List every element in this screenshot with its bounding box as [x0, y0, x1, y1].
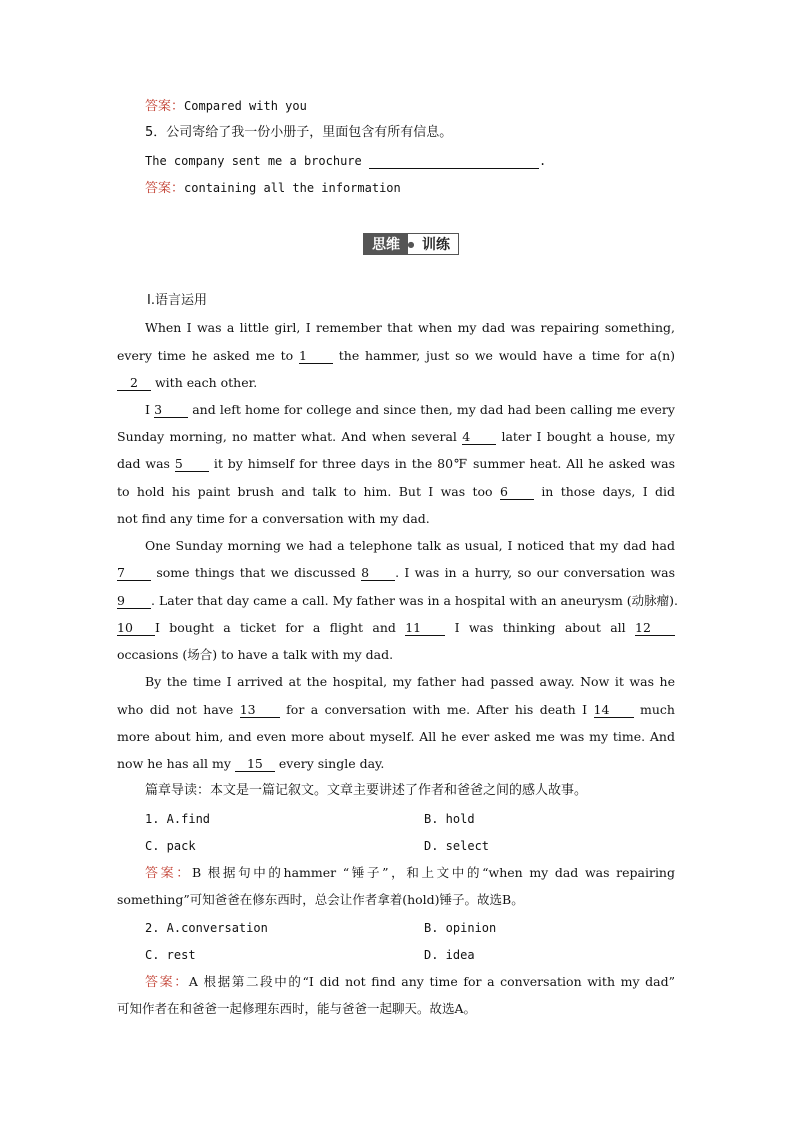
blank-2[interactable]: 2 — [117, 376, 151, 391]
badge-left: 思维 — [364, 234, 408, 254]
passage-line: 2 with each other. — [117, 375, 257, 391]
blank-9[interactable]: 9 — [117, 594, 151, 609]
q2-option-d[interactable]: D. idea — [424, 948, 475, 962]
q2-option-a[interactable]: 2. A.conversation — [145, 921, 268, 935]
question-5-end: . — [538, 154, 547, 168]
passage-line: By the time I arrived at the hospital, my father had passed away. Now it was he — [145, 674, 675, 689]
q2-answer — [145, 974, 675, 991]
passage-line: I 3 and left home for college and since then, my dad had been calling me every — [145, 402, 675, 417]
question-5-english — [145, 153, 546, 169]
passage-line: to hold his paint brush and talk to him. But I was too 6 in those days, I did — [117, 484, 676, 499]
blank-12[interactable]: 12 — [635, 621, 675, 636]
q1-answer — [145, 865, 675, 882]
passage-line: Sunday morning, no matter what. And when several 4 later I bought a house, my — [117, 429, 675, 444]
answer-label: 答案： — [145, 975, 189, 990]
blank-4[interactable]: 4 — [462, 430, 496, 445]
blank-1[interactable]: 1 — [299, 349, 333, 364]
passage-guide: 篇章导读：本文是一篇记叙文。文章主要讲述了作者和爸爸之间的感人故事。 — [145, 783, 588, 798]
passage-line: One Sunday morning we had a telephone talk as usual, I noticed that my dad had — [145, 538, 675, 553]
passage-line: 7 some things that we discussed 8 . I was in a hurry, so our conversation was — [117, 565, 676, 580]
q2-option-b[interactable]: B. opinion — [424, 921, 497, 935]
answer-label: 答案： — [145, 99, 185, 114]
passage-line: every time he asked me to 1 the hammer, just so we would have a time for a(n) — [117, 348, 675, 363]
answer-text: containing all the information — [184, 181, 401, 195]
blank-8[interactable]: 8 — [361, 566, 395, 581]
answer-label: 答案： — [145, 181, 185, 196]
passage-line: dad was 5 it by himself for three days in the 80℉ summer heat. All he asked was — [117, 456, 675, 471]
blank-7[interactable]: 7 — [117, 566, 151, 581]
q1-option-c[interactable]: C. pack — [145, 839, 196, 853]
section-badge — [363, 233, 459, 255]
badge-dot-icon: ● — [407, 239, 415, 249]
q1-option-a[interactable]: 1. A.find — [145, 812, 211, 826]
q1-option-b[interactable]: B. hold — [424, 812, 475, 826]
badge-right: 训练 — [414, 234, 458, 254]
answer-5 — [145, 180, 401, 197]
answer-label: 答案： — [145, 866, 192, 881]
passage-line: 10 I bought a ticket for a flight and 11 I was thinking about all 12 — [117, 620, 675, 636]
q1-option-d[interactable]: D. select — [424, 839, 490, 853]
passage-line: now he has all my 15 every single day. — [117, 756, 385, 771]
q2-answer-cont: 可知作者在和爸爸一起修理东西时，能与爸爸一起聊天。故选A。 — [117, 1001, 477, 1016]
blank-11[interactable]: 11 — [405, 621, 445, 636]
passage-line: not find any time for a conversation with my dad. — [117, 511, 430, 526]
passage-line: 9 . Later that day came a call. My father was in a hospital with an aneurysm (动脉瘤). — [117, 593, 679, 608]
blank-14[interactable]: 14 — [594, 703, 634, 718]
question-5-text: The company sent me a brochure — [145, 154, 362, 168]
blank-3[interactable]: 3 — [154, 403, 188, 418]
section-title: Ⅰ.语言运用 — [147, 293, 207, 308]
q2-option-c[interactable]: C. rest — [145, 948, 196, 962]
passage-line: occasions (场合) to have a talk with my dad. — [117, 647, 394, 662]
question-5-chinese: 5．公司寄给了我一份小册子，里面包含有所有信息。 — [145, 125, 453, 140]
answer-text: Compared with you — [184, 99, 307, 113]
answer-blank[interactable] — [369, 154, 539, 169]
answer-text: B 根据句中的hammer “锤子”，和上文中的“when my dad was repairing — [191, 865, 675, 880]
blank-6[interactable]: 6 — [500, 485, 534, 500]
answer-4 — [145, 98, 307, 115]
blank-10[interactable]: 10 — [117, 621, 155, 636]
blank-5[interactable]: 5 — [175, 457, 209, 472]
q1-answer-cont: something”可知爸爸在修东西时，总会让作者拿着(hold)锤子。故选B。 — [117, 892, 524, 907]
blank-15[interactable]: 15 — [235, 757, 275, 772]
passage-line: more about him, and even more about myself. All he ever asked me was my time. And — [117, 729, 675, 744]
passage-line: When I was a little girl, I remember that when my dad was repairing something, — [145, 320, 675, 335]
answer-text: A 根据第二段中的“I did not find any time for a conversation with my dad” — [188, 974, 675, 989]
blank-13[interactable]: 13 — [240, 703, 280, 718]
passage-line: who did not have 13 for a conversation with me. After his death I 14 much — [117, 702, 675, 717]
